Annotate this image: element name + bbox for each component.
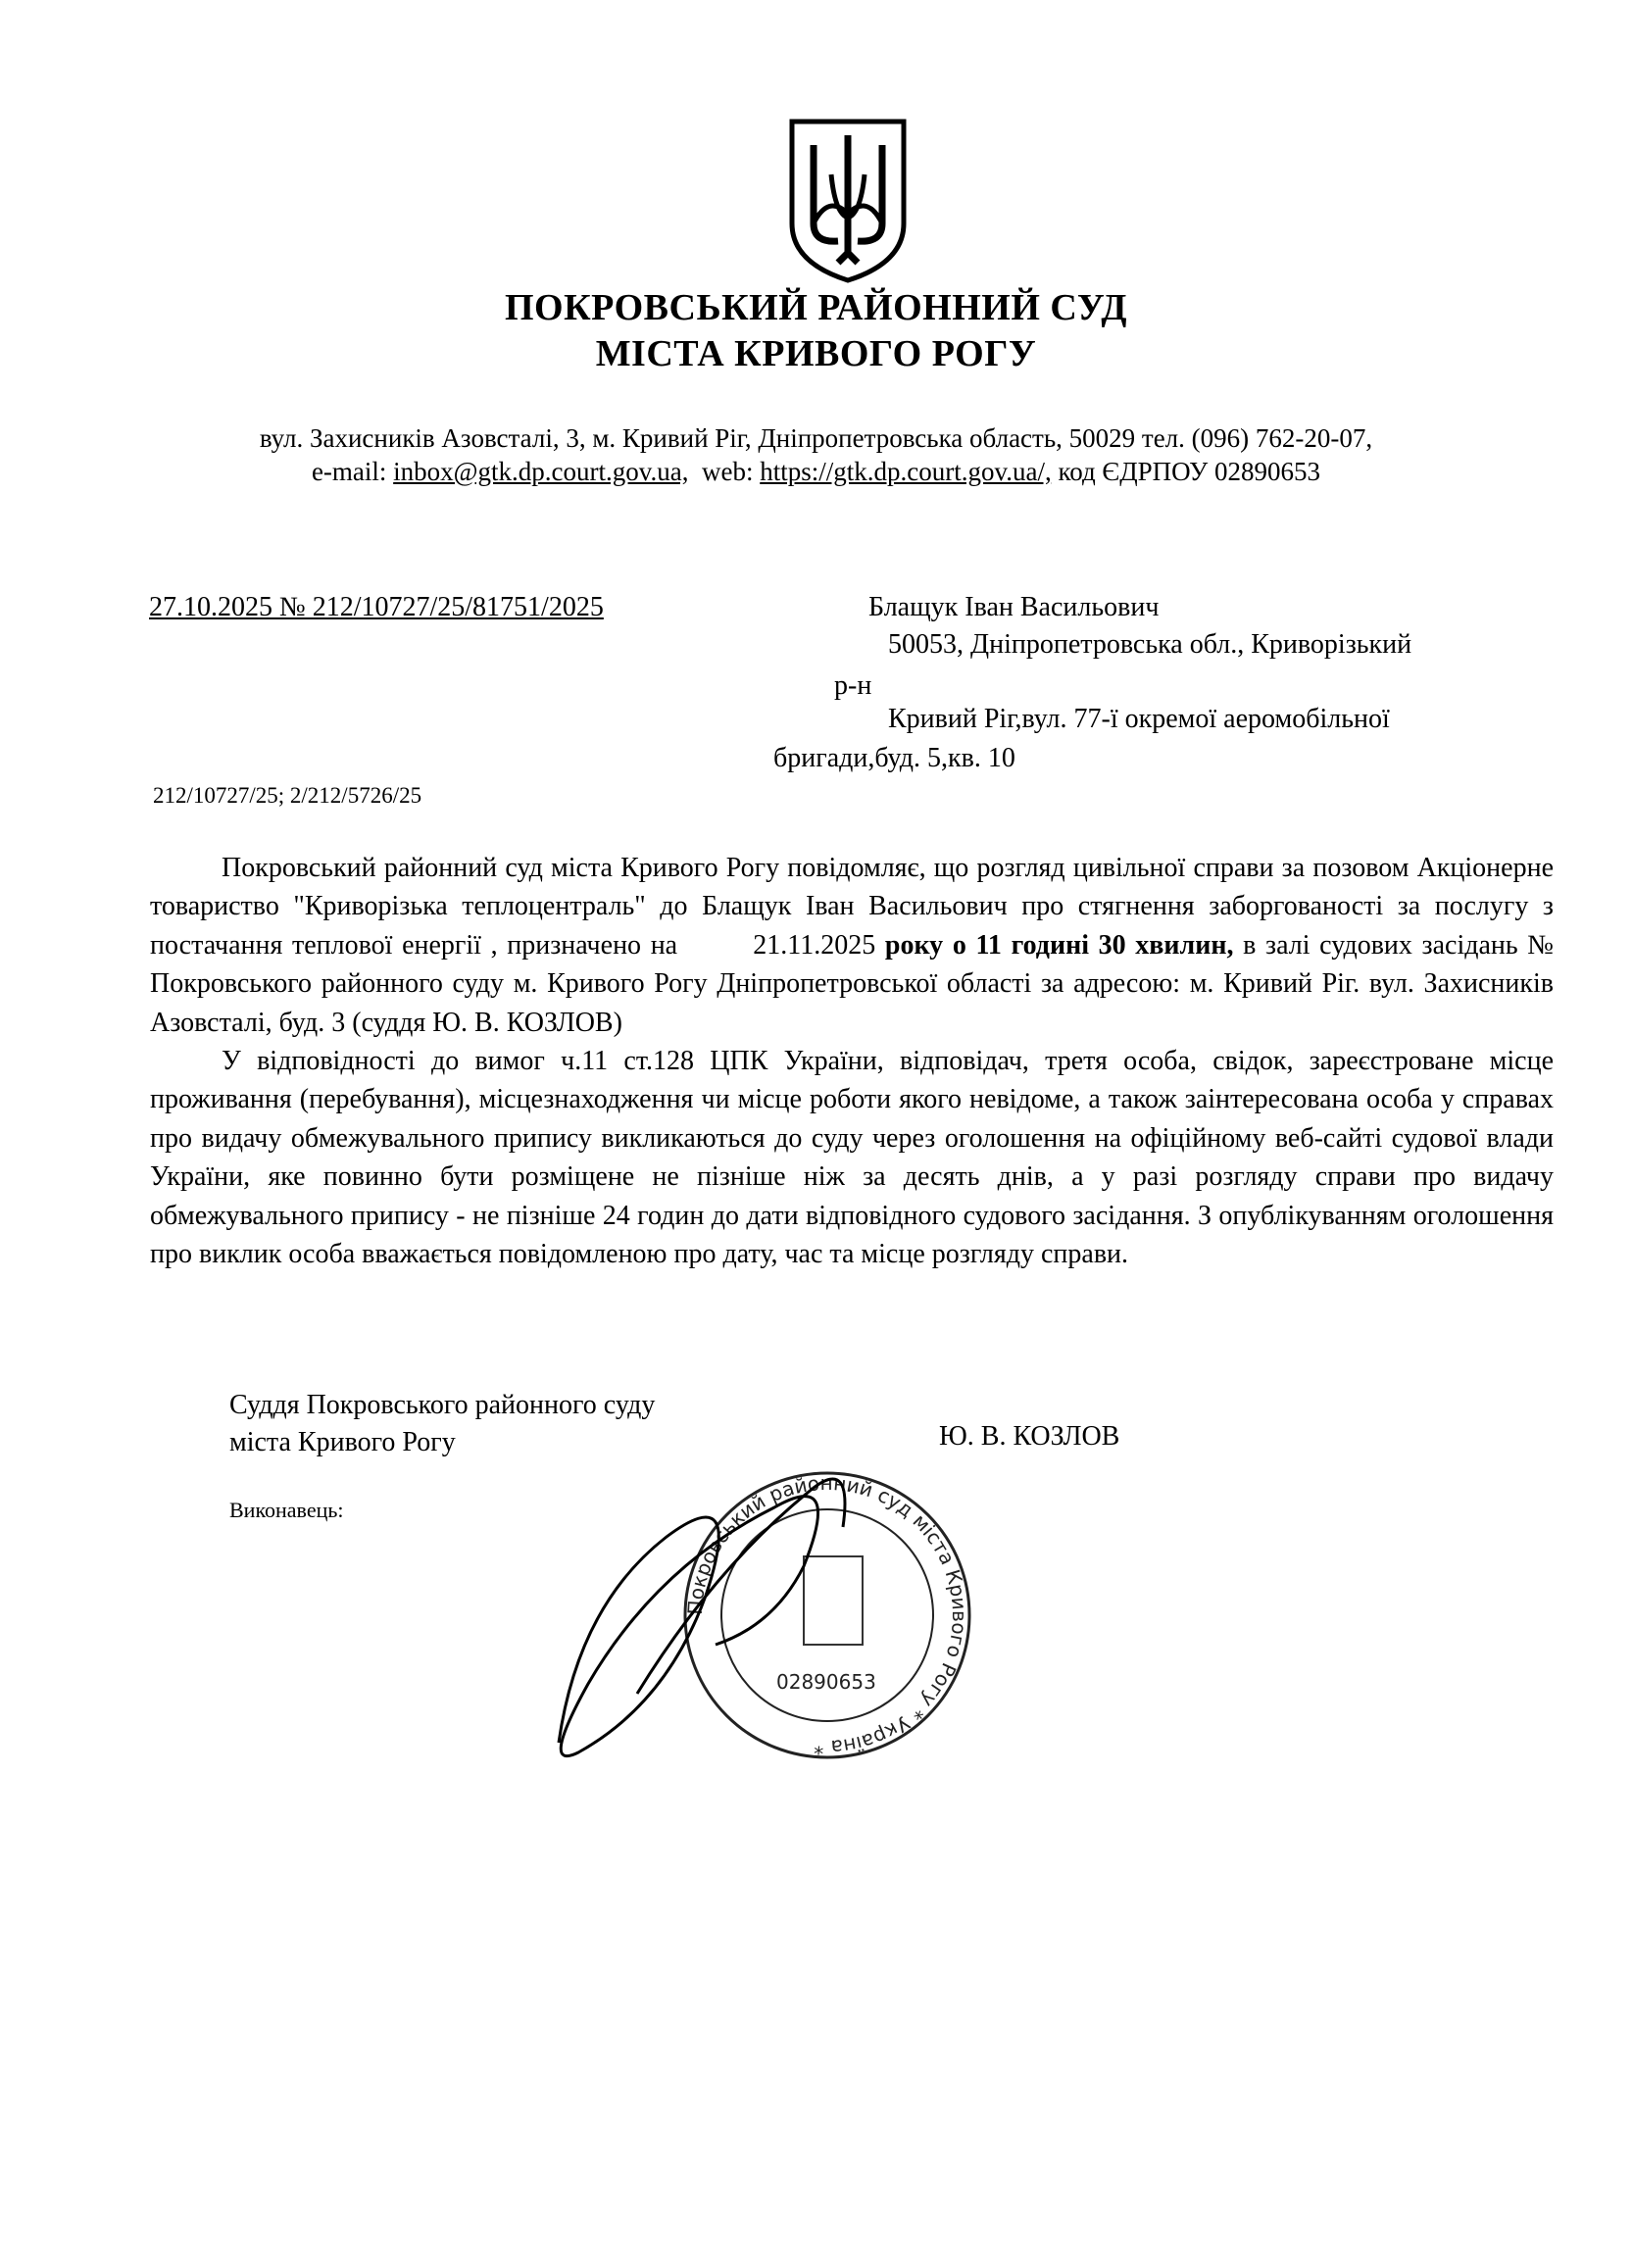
court-name-line1: ПОКРОВСЬКИЙ РАЙОННИЙ СУД <box>504 287 1128 328</box>
notice-body <box>150 849 1554 1273</box>
coat-of-arms-trident-icon <box>784 116 912 284</box>
addressee-line4: бригади,буд. 5,кв. 10 <box>773 743 1015 773</box>
stamp-code: 02890653 <box>776 1670 876 1694</box>
hearing-location: в залі судових засідань № Покровського районного суду м. Кривого Рогу Дніпропетровської області за адресою: м. Кривий Ріг. вул. Захисників Азовсталі, буд. 3 (суддя Ю. В. КОЗЛОВ) <box>150 929 1555 1038</box>
case-references: 212/10727/25; 2/212/5726/25 <box>153 783 422 808</box>
court-contacts <box>0 457 1632 487</box>
paragraph-legal-notice: У відповідності до вимог ч.11 ст.128 ЦПК України, відповідач, третя особа, свідок, зареєстроване місце проживання (перебування), місцезнаходження чи місце роботи якого невідоме, а також заінтересована особа у справах про видачу обмежувального припису викликаються до суду через оголошення на офіційному веб-сайті судової влади України, яке повинно бути розміщене не пізніше ніж за десять днів, а у разі розгляду справи про видачу обмежувального припису - не пізніше 24 годин до дати відповідного судового засідання. З опублікуванням оголошення про виклик особа вважається повідомленою про дату, час та місце розгляду справи. <box>150 1046 1554 1270</box>
email-label: e-mail: <box>311 457 387 486</box>
web-link[interactable]: https://gtk.dp.court.gov.ua/, <box>760 457 1052 486</box>
email-link[interactable]: inbox@gtk.dp.court.gov.ua, <box>393 457 689 486</box>
judge-title-line2: міста Кривого Рогу <box>229 1427 456 1457</box>
addressee-line1: 50053, Дніпропетровська обл., Криворізький <box>888 629 1412 660</box>
paragraph-hearing <box>150 849 1554 1042</box>
signature-scribble <box>559 1479 845 1756</box>
judge-title-line1: Суддя Покровського районного суду <box>229 1390 656 1420</box>
hearing-time: року о 11 годині 30 хвилин, <box>884 929 1234 961</box>
hearing-text: Покровський районний суд міста Кривого Рогу повідомляє, що розгляд цивільної справи за позовом Акціонерне товариство "Криворізька теплоцентраль" до Блащук Іван Васильович про стягнення заборгованості за послугу з постачання теплової енергії , призначено на <box>150 853 1554 961</box>
stamp-ring-text: Покровський районний суд міста Кривого Рогу * Україна * <box>682 1470 972 1760</box>
hearing-date: 21.11.2025 <box>753 929 876 961</box>
judge-name: Ю. В. КОЗЛОВ <box>939 1421 1120 1452</box>
addressee-line3: Кривий Ріг,вул. 77-ї окремої аеромобільної <box>888 704 1390 734</box>
web-label: web: <box>702 457 754 486</box>
court-name-line2: МІСТА КРИВОГО РОГУ <box>595 333 1037 374</box>
court-address: вул. Захисників Азовсталі, 3, м. Кривий Ріг, Дніпропетровська область, 50029 тел. (096) 762-20-07, <box>259 423 1373 453</box>
addressee-line2: р-н <box>834 670 872 701</box>
court-seal-and-signature <box>519 1449 1029 1772</box>
outgoing-date-number: 27.10.2025 № 212/10727/25/81751/2025 <box>149 592 604 622</box>
addressee-name: Блащук Іван Васильович <box>868 592 1160 622</box>
executor-label: Виконавець: <box>229 1498 344 1522</box>
edrpou-code: код ЄДРПОУ 02890653 <box>1058 457 1321 486</box>
